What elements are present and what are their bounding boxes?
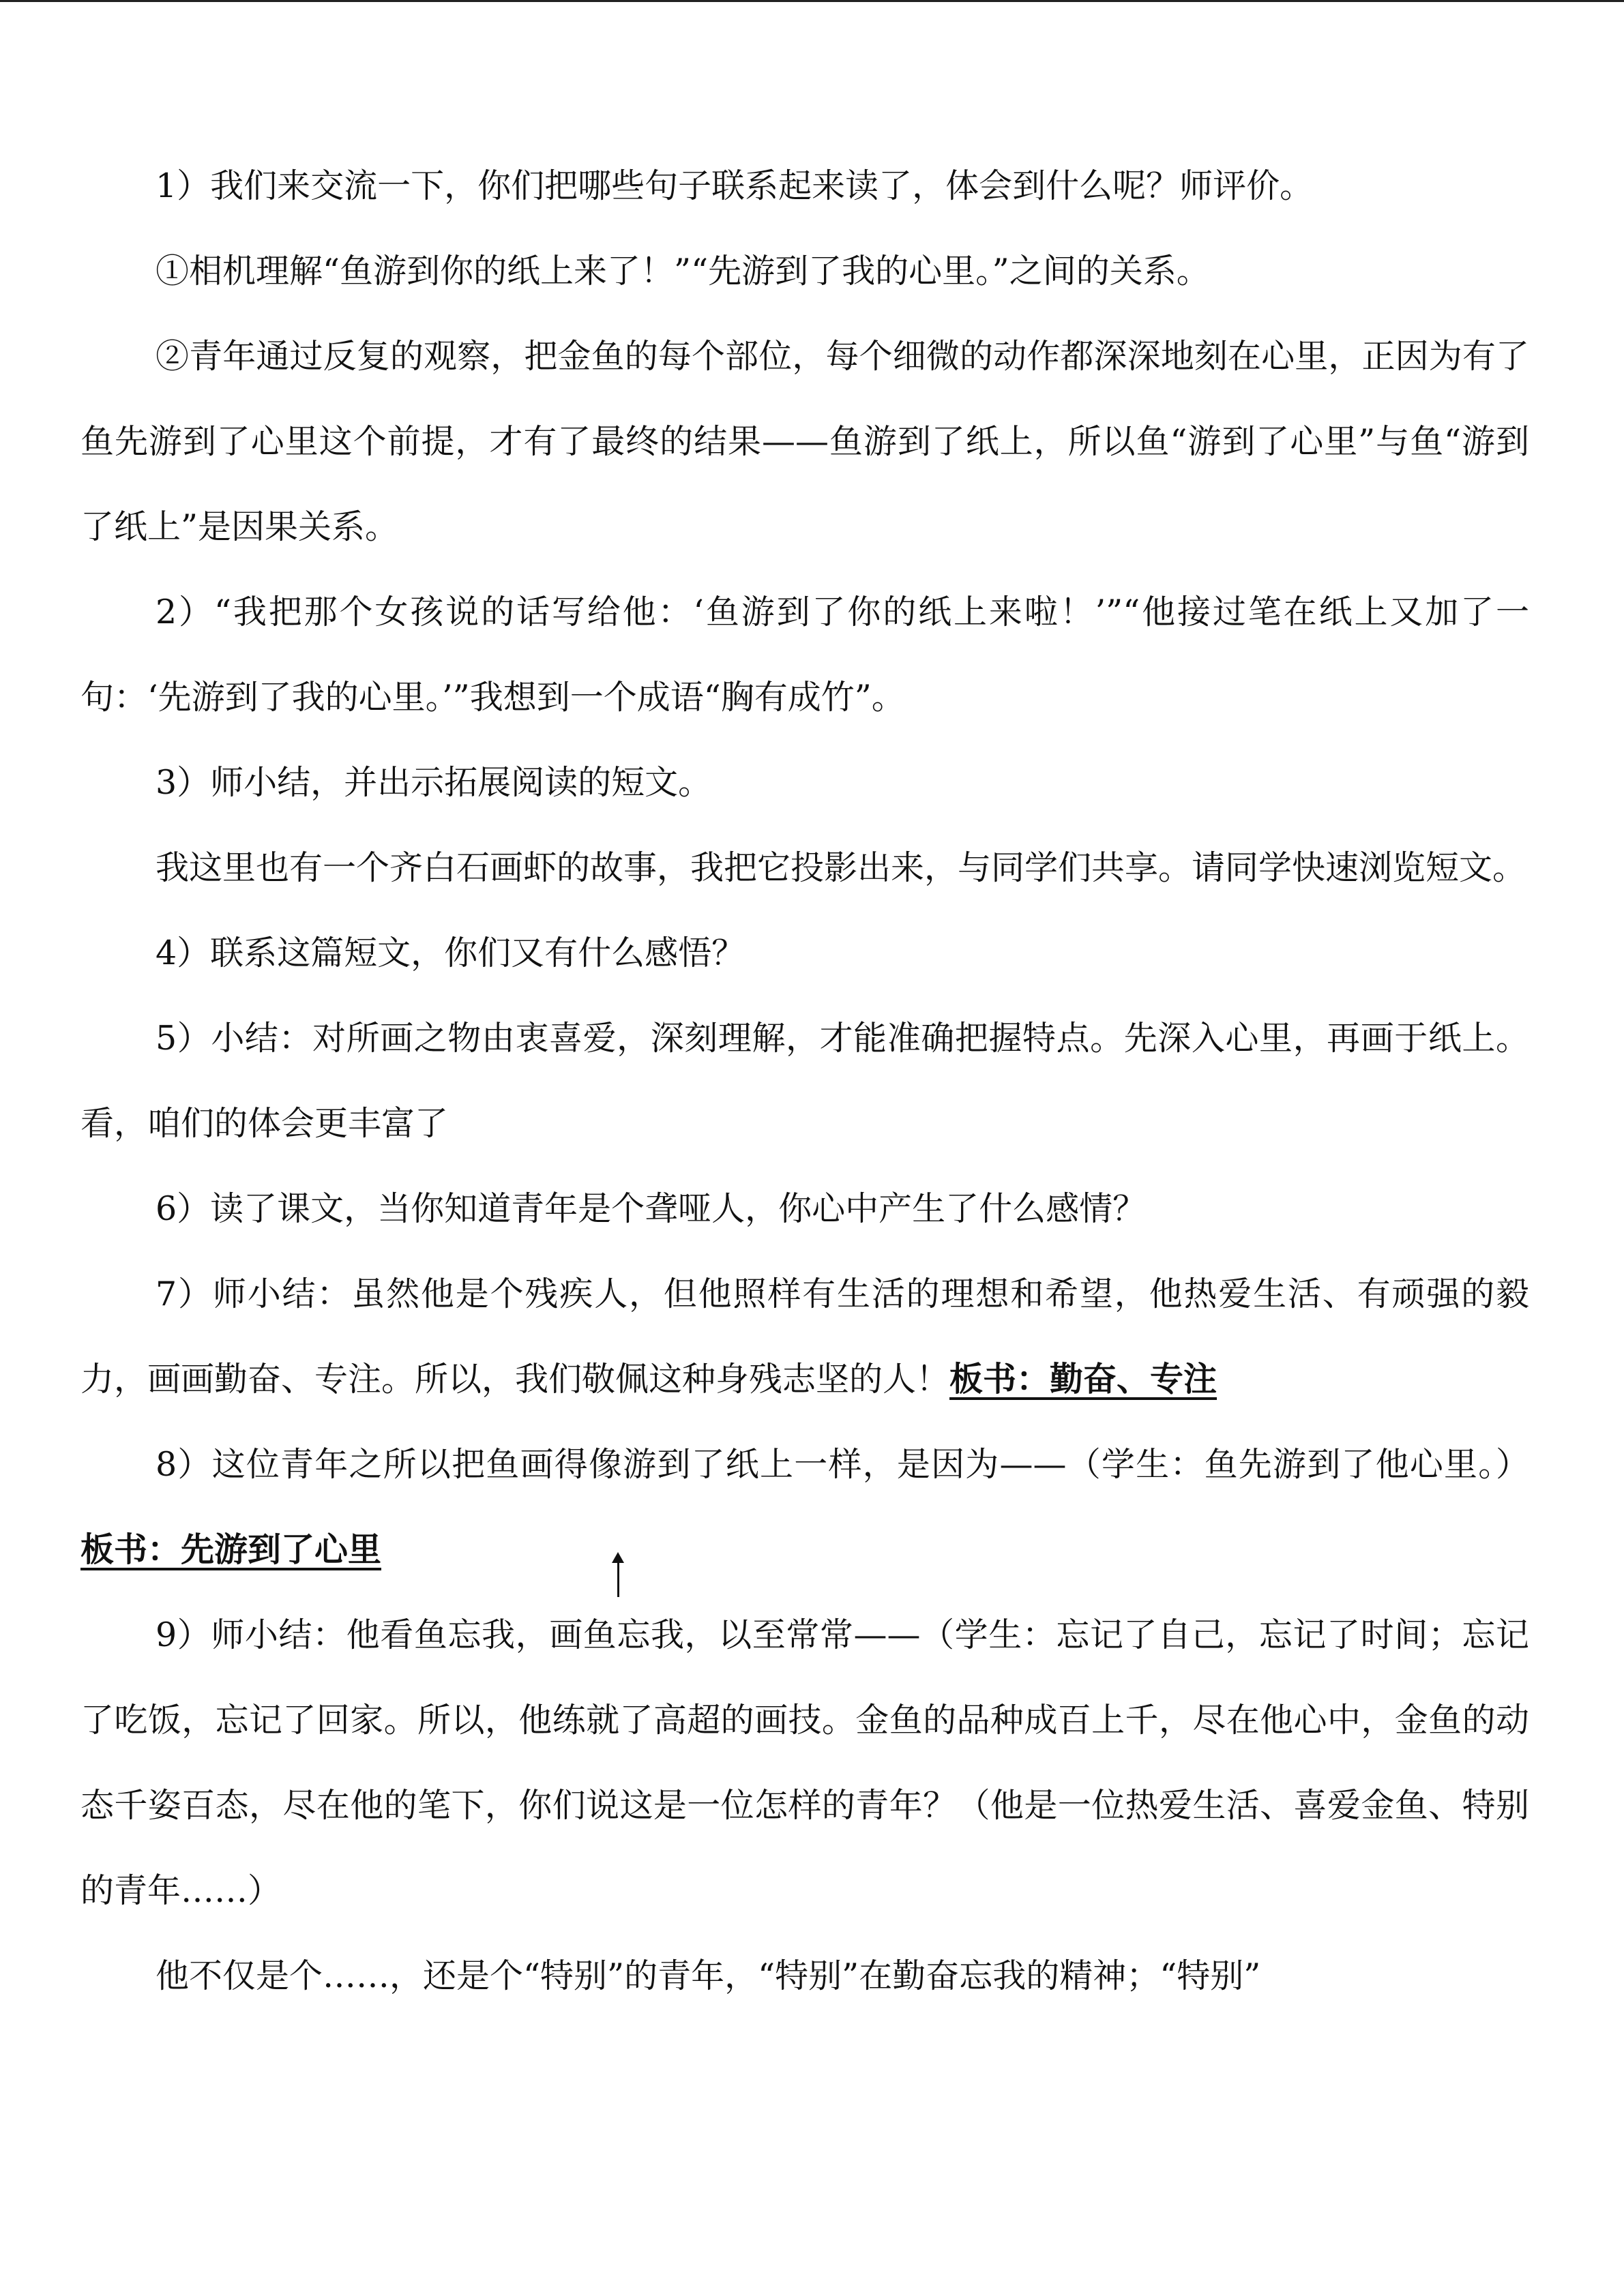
- page-top-border: [0, 0, 1624, 2]
- edit-caret-icon: [617, 1555, 619, 1597]
- paragraph-2: ①相机理解“鱼游到你的纸上来了！”“先游到了我的心里。”之间的关系。: [156, 252, 1210, 290]
- paragraph-13: 他不仅是个……，还是个“特别”的青年，“特别”在勤奋忘我的精神；“特别”: [156, 1956, 1261, 1995]
- paragraph-5: 3）师小结，并出示拓展阅读的短文。: [156, 763, 712, 802]
- document-body: [80, 143, 1529, 2018]
- paragraph-12: 9）师小结：他看鱼忘我，画鱼忘我，以至常常——（学生：忘记了自己，忘记了时间；忘记了吃饭，忘记了回家。所以，他练就了高超的画技。金鱼的品种成百上千，尽在他心中，金鱼的动态千姿百态，尽在他的笔下，你们说这是一位怎样的青年？（他是一位热爱生活、喜爱金鱼、特别的青年……）: [80, 1615, 1529, 1910]
- paragraph-11-text: 8）这位青年之所以把鱼画得像游到了纸上一样，是因为——（学生：鱼先游到了他心里。）: [156, 1445, 1529, 1484]
- paragraph-3: ②青年通过反复的观察，把金鱼的每个部位，每个细微的动作都深深地刻在心里，正因为有了鱼先游到了心里这个前提，才有了最终的结果——鱼游到了纸上，所以鱼“游到了心里”与鱼“游到了纸上”是因果关系。: [80, 337, 1529, 546]
- paragraph-7: 4）联系这篇短文，你们又有什么感悟？: [156, 934, 745, 972]
- paragraph-6: 我这里也有一个齐白石画虾的故事，我把它投影出来，与同学们共享。请同学快速浏览短文。: [156, 848, 1526, 887]
- paragraph-10-text: 7）师小结：虽然他是个残疾人，但他照样有生活的理想和希望，他热爱生活、有顽强的毅力，画画勤奋、专注。所以，我们敬佩这种身残志坚的人！: [80, 1274, 1529, 1399]
- board-note-diligent-focused: 板书：勤奋、专注: [949, 1359, 1217, 1399]
- paragraph-1: 1）我们来交流一下，你们把哪些句子联系起来读了，体会到什么呢？师评价。: [156, 166, 1314, 205]
- paragraph-11: [80, 1422, 1529, 1592]
- paragraph-9: 6）读了课文，当你知道青年是个聋哑人，你心中产生了什么感情？: [156, 1189, 1147, 1228]
- board-note-swam-into-heart: 板书：先游到了心里: [80, 1530, 382, 1569]
- paragraph-8: 5）小结：对所画之物由衷喜爱，深刻理解，才能准确把握特点。先深入心里，再画于纸上。看，咱们的体会更丰富了: [80, 1019, 1529, 1143]
- paragraph-4: 2）“我把那个女孩说的话写给他：‘鱼游到了你的纸上来啦！’”“他接过笔在纸上又加了一句：‘先游到了我的心里。’”我想到一个成语“胸有成竹”。: [80, 593, 1529, 717]
- paragraph-10: [80, 1251, 1529, 1422]
